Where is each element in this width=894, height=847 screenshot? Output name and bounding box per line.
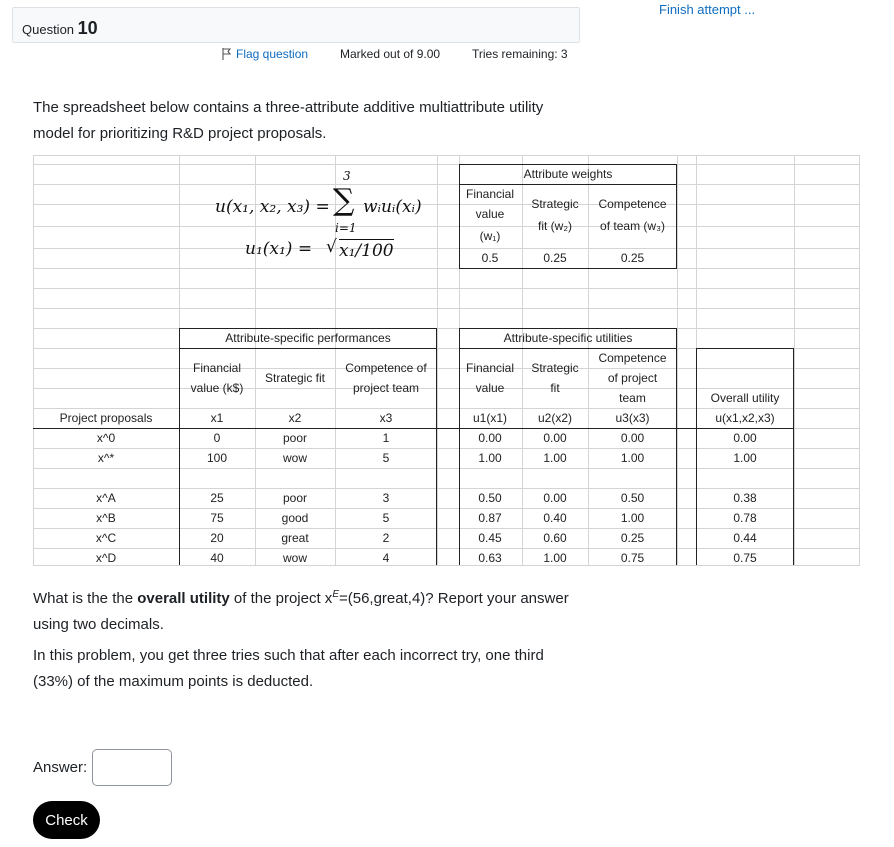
grid-hline [33,468,860,469]
weight-w2: 0.25 [543,251,567,265]
question-bold: overall utility [137,590,230,607]
table-cell-x3: 4 [382,551,390,565]
weight-w1: 0.5 [481,251,499,265]
grid-hline [33,164,860,165]
table-cell-x2: great [281,531,309,545]
weight-financial-line2: value [475,207,505,221]
util-strategic-line2: fit [550,381,560,395]
tries-remaining: Tries remaining: 3 [472,47,568,61]
grid-vline [437,155,438,566]
table-cell-name: x^D [95,551,117,565]
table-cell-u: 0.75 [733,551,757,565]
table-cell-x3: 1 [382,431,390,445]
utilities-title: Attribute-specific utilities [503,331,633,345]
table-cell-x1: 0 [213,431,221,445]
weight-financial-line3: (w₁) [479,229,501,243]
table-cell-x1: 100 [206,451,228,465]
table-cell-u3: 0.25 [620,531,645,545]
grid-hline [33,328,860,329]
weight-strategic-line2: fit (w₂) [538,219,572,233]
table-cell-u2: 1.00 [543,451,567,465]
perf-financial-line2: value (k$) [190,381,244,395]
table-cell-u2: 1.00 [543,551,567,565]
grid-vline [859,155,860,566]
table-cell-u1: 0.45 [478,531,502,545]
table-cell-u3: 0.50 [620,491,645,505]
util-financial-line2: value [475,381,505,395]
question-text: What is the the overall utility of the project $x^E=(56,great,4)$? Report your answer using two decimals. [33,589,569,633]
table-cell-u1: 0.50 [478,491,502,505]
performance-title: Attribute-specific performances [225,331,391,345]
table-cell-u2: 0.00 [543,491,567,505]
table-cell-x2: poor [282,491,308,505]
grid-hline [33,268,860,269]
rules-text: In this problem, you get three tries such that after each incorrect try, one third (33%) of the maximum points is deducted. [33,647,544,690]
table-cell-x2: poor [282,431,308,445]
table-cell-x3: 5 [382,451,390,465]
flag-question-label[interactable]: Flag question [236,47,309,61]
table-cell-u2: 0.60 [543,531,567,545]
weights-title: Attribute weights [523,167,613,181]
util-competence-line2: of project [607,371,658,385]
perf-competence-line2: project team [352,381,420,395]
table-border [179,348,437,349]
perf-strategic: Strategic fit [264,371,326,385]
weight-financial-line1: Financial [465,187,515,201]
grid-hline [33,204,860,205]
col-u1: u1(x1) [472,411,507,425]
table-cell-x3: 2 [382,531,390,545]
question-label: Question 10 [22,18,98,38]
finish-attempt-link[interactable]: Finish attempt ... [659,2,756,17]
table-cell-x1: 20 [210,531,224,545]
grid-hline [33,288,860,289]
table-cell-name: x^A [96,491,116,505]
col-project-proposals: Project proposals [59,411,153,425]
grid-hline [33,155,860,156]
answer-label: Answer: [33,759,88,776]
sum-upper-limit: 3 [343,169,351,183]
table-cell-x1: 25 [210,491,224,505]
grid-hline [33,184,860,185]
table-cell-name: x^C [95,531,117,545]
table-cell-u3: 1.00 [620,451,645,465]
table-cell-u1: 0.00 [478,431,502,445]
table-cell-x2: wow [282,551,307,565]
sqrt-argument: x₁/100 [339,241,394,261]
table-cell-x3: 3 [382,491,390,505]
util-strategic-line1: Strategic [531,361,579,375]
table-cell-name: x^B [96,511,116,525]
table-cell-u: 0.78 [733,511,757,525]
table-border [696,348,794,349]
intro-text: The spreadsheet below contains a three-attribute additive multiattribute utility model for prioritizing R&D project proposals. [33,99,544,142]
grid-vline [677,155,678,566]
flag-question-link[interactable] [222,47,308,61]
spreadsheet-image [33,155,860,566]
weight-competence-line1: Competence [598,197,667,211]
table-cell-name: x^0 [96,431,116,445]
grid-vline [794,155,795,566]
weight-w3: 0.25 [620,251,645,265]
grid-hline [33,226,860,227]
table-cell-x1: 75 [210,511,224,525]
question-superscript: E [332,589,339,600]
weight-competence-line2: of team (w₃) [600,219,665,233]
grid-hline [33,368,860,369]
weight-strategic-line1: Strategic [531,197,579,211]
question-number: 10 [77,18,98,38]
grid-hline [33,248,860,249]
sqrt-symbol: √ [326,237,337,257]
table-cell-u2: 0.00 [543,431,567,445]
table-border [459,268,677,269]
col-u2: u2(x2) [537,411,572,425]
table-cell-name: x^* [97,451,115,465]
marked-out-of: Marked out of 9.00 [340,47,441,61]
table-cell-x2: good [281,511,309,525]
table-cell-u3: 1.00 [620,511,645,525]
table-cell-u3: 0.75 [620,551,645,565]
table-cell-u: 0.38 [733,491,757,505]
col-x2: x2 [288,411,302,425]
sum-term: wᵢuᵢ(xᵢ) [363,197,422,217]
answer-input[interactable] [92,749,172,786]
formula-lhs: u(x₁, x₂, x₃) = [215,197,330,217]
util-competence-line3: team [619,391,646,405]
table-cell-u3: 0.00 [620,431,645,445]
table-cell-u: 1.00 [733,451,757,465]
table-cell-x3: 5 [382,511,390,525]
table-cell-u1: 0.63 [478,551,502,565]
table-cell-u1: 0.87 [478,511,502,525]
table-cell-u: 0.44 [733,531,757,545]
util-financial-line1: Financial [465,361,515,375]
question-info-box [12,7,580,43]
table-cell-u: 0.00 [733,431,757,445]
perf-financial-line1: Financial [192,361,242,375]
formula2-lhs: u₁(x₁) = [245,239,313,259]
col-u: u(x1,x2,x3) [715,411,775,425]
table-cell-x2: wow [282,451,307,465]
sum-lower-limit: i=1 [335,221,357,235]
perf-competence-line1: Competence of [345,361,427,375]
util-competence-line1: Competence [598,351,667,365]
col-x1: x1 [210,411,224,425]
grid-hline [33,308,860,309]
col-u3: u3(x3) [615,411,650,425]
flag-icon [222,48,232,60]
sum-symbol: ∑ [333,183,355,218]
col-x3: x3 [379,411,393,425]
table-cell-u1: 1.00 [478,451,502,465]
table-cell-u2: 0.40 [543,511,567,525]
table-cell-x1: 40 [210,551,224,565]
overall-utility-header: Overall utility [710,391,780,405]
check-button[interactable]: Check [33,801,100,839]
